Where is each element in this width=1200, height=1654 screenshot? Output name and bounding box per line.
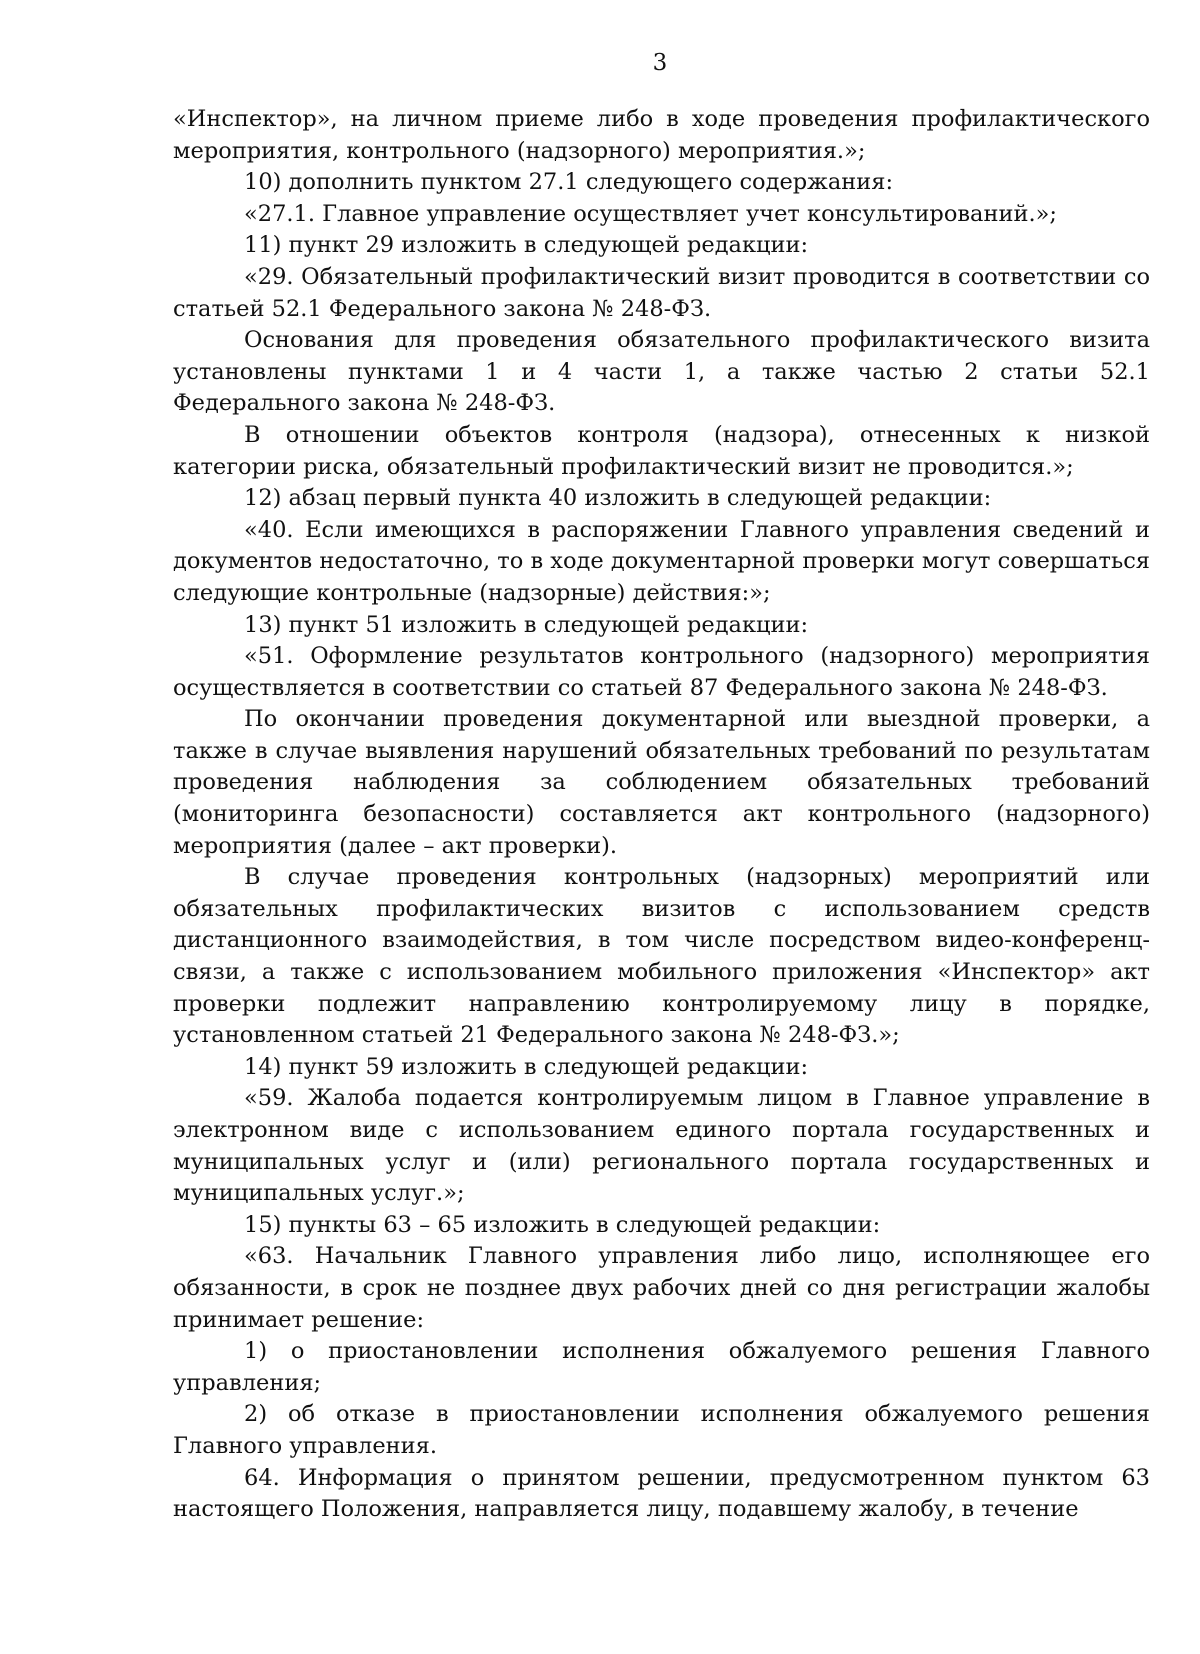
paragraph: 14) пункт 59 изложить в следующей редакции: [244,1053,809,1080]
paragraph: В случае проведения контрольных (надзорных) мероприятий или обязательных профилактических визитов с использованием средств дистанционного взаимодействия, в том числе посредством видео-конференц-связи, а также с использованием мобильного приложения «Инспектор» акт проверки подлежит направлению контролируемому лицу в порядке, установленном статьей 21 Федерального закона № 248-ФЗ.»; [173,864,1150,1049]
page-number: 3 [652,50,668,76]
paragraph: «Инспектор», на личном приеме либо в ходе проведения профилактического мероприятия, контрольного (надзорного) мероприятия.»; [173,106,1150,164]
paragraph: Основания для проведения обязательного профилактического визита установлены пунктами 1 и 4 части 1, а также частью 2 статьи 52.1 Федерального закона № 248-ФЗ. [173,327,1150,417]
paragraph: 11) пункт 29 изложить в следующей редакции: [244,232,809,259]
paragraph: 1) о приостановлении исполнения обжалуемого решения Главного управления; [173,1338,1150,1396]
document-body [173,104,1150,1526]
paragraph: 12) абзац первый пункта 40 изложить в следующей редакции: [244,485,992,512]
paragraph: 10) дополнить пунктом 27.1 следующего содержания: [244,169,894,196]
paragraph: По окончании проведения документарной или выездной проверки, а также в случае выявления нарушений обязательных требований по результатам проведения наблюдения за соблюдением обязательных требований (мониторинга безопасности) составляется акт контрольного (надзорного) мероприятия (далее – акт проверки). [173,706,1150,859]
paragraph: «59. Жалоба подается контролируемым лицом в Главное управление в электронном виде с использованием единого портала государственных и муниципальных услуг и (или) регионального портала государственных и муниципальных услуг.»; [173,1085,1150,1207]
paragraph: 64. Информация о принятом решении, предусмотренном пунктом 63 настоящего Положения, направляется лицу, подавшему жалобу, в течение [173,1464,1150,1523]
paragraph: 15) пункты 63 – 65 изложить в следующей редакции: [244,1211,881,1238]
paragraph: «63. Начальник Главного управления либо лицо, исполняющее его обязанности, в срок не позднее двух рабочих дней со дня регистрации жалобы принимает решение: [173,1243,1150,1333]
paragraph: 13) пункт 51 изложить в следующей редакции: [244,611,809,638]
paragraph: «40. Если имеющихся в распоряжении Главного управления сведений и документов недостаточно, то в ходе документарной проверки могут совершаться следующие контрольные (надзорные) действия:»; [173,516,1150,606]
paragraph: В отношении объектов контроля (надзора), отнесенных к низкой категории риска, обязательный профилактический визит не проводится.»; [173,421,1150,480]
paragraph: «51. Оформление результатов контрольного (надзорного) мероприятия осуществляется в соответствии со статьей 87 Федерального закона № 248-ФЗ. [173,643,1150,701]
paragraph: 2) об отказе в приостановлении исполнения обжалуемого решения Главного управления. [173,1401,1150,1459]
paragraph: «27.1. Главное управление осуществляет учет консультирований.»; [244,200,1057,227]
paragraph: «29. Обязательный профилактический визит проводится в соответствии со статьей 52.1 Федерального закона № 248-ФЗ. [173,263,1150,322]
